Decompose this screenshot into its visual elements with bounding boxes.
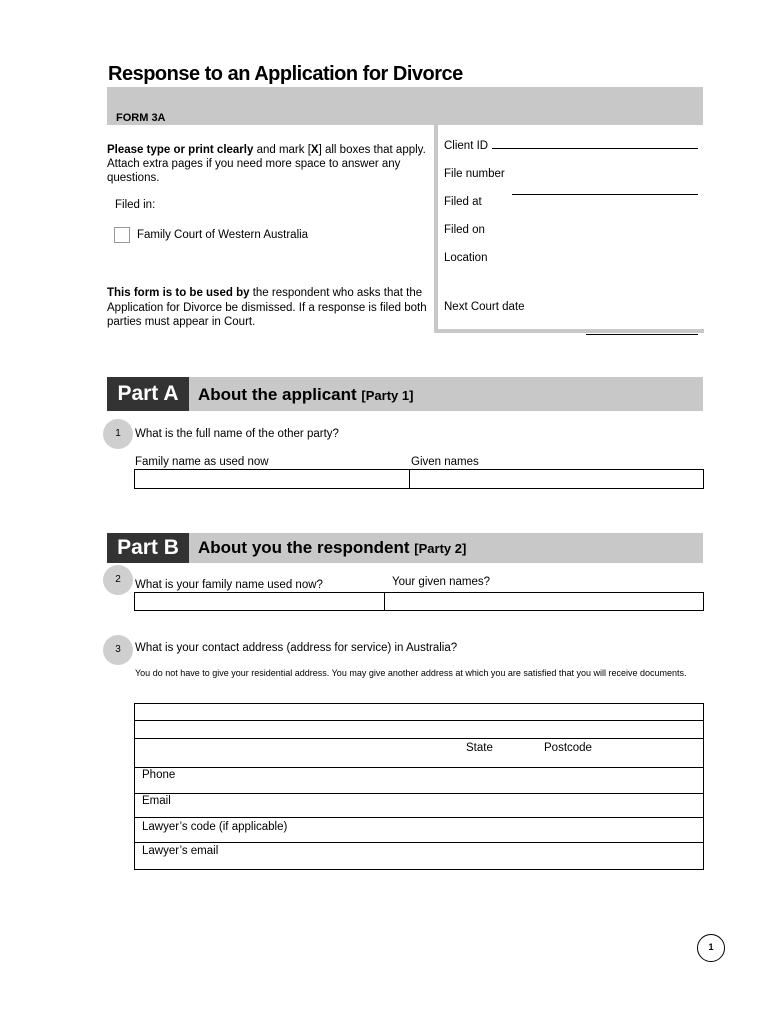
respondent-family-name-input[interactable] — [135, 593, 384, 610]
lawyer-code-label: Lawyer’s code (if applicable) — [142, 821, 288, 833]
family-name-label: Family name as used now — [135, 456, 269, 468]
page-title: Response to an Application for Divorce — [108, 63, 463, 85]
instructions-bold: Please type or print clearly — [107, 144, 254, 156]
question-2-text: What is your family name used now? — [135, 579, 323, 591]
usage-text: the respondent who asks that the Application for Divorce be dismissed. If a response is filed both parties must appear in Court. — [107, 287, 427, 328]
part-a-title-text: About the applicant — [198, 385, 357, 404]
filed-on-label: Filed on — [444, 224, 485, 236]
instructions-mark: X — [310, 144, 319, 156]
filed-in-label: Filed in: — [115, 199, 156, 211]
question-2-number: 2 — [103, 565, 133, 595]
instructions — [107, 143, 437, 185]
lawyer-email-input[interactable] — [240, 843, 703, 869]
client-id-line — [492, 148, 698, 149]
part-b-party: [Party 2] — [414, 541, 467, 556]
phone-label: Phone — [142, 769, 176, 781]
lawyer-code-input[interactable] — [310, 818, 703, 842]
applicant-given-names-input[interactable] — [410, 470, 703, 488]
page-number: 1 — [697, 934, 725, 962]
file-number-label: File number — [444, 168, 505, 180]
question-3-text: What is your contact address (address for service) in Australia? — [135, 642, 458, 654]
next-court-date-line — [586, 334, 698, 335]
address-line-1-input[interactable] — [135, 704, 703, 720]
email-label: Email — [142, 795, 171, 807]
phone-input[interactable] — [200, 768, 703, 793]
file-number-line — [512, 194, 698, 195]
family-court-checkbox[interactable] — [114, 227, 130, 243]
question-3-note: You do not have to give your residential address. You may give another address at which you are satisfied that you will receive documents. — [135, 668, 687, 678]
form-number: FORM 3A — [116, 112, 166, 124]
state-label: State — [466, 742, 493, 754]
address-line-2-input[interactable] — [135, 721, 703, 738]
question-1-text: What is the full name of the other party? — [135, 428, 339, 440]
part-a-party: [Party 1] — [361, 388, 414, 403]
instructions-text: and mark [ — [253, 144, 311, 156]
question-1-number: 1 — [103, 419, 133, 449]
email-input[interactable] — [200, 794, 703, 817]
location-label: Location — [444, 252, 488, 264]
instructions-text-2: ] all boxes that apply. Attach extra pages if you need more space to answer any questions. — [107, 144, 426, 184]
given-names-label: Given names — [411, 456, 479, 468]
form-header-band — [107, 87, 703, 125]
lawyer-email-label: Lawyer’s email — [142, 845, 219, 857]
filed-at-label: Filed at — [444, 196, 482, 208]
respondent-given-names-input[interactable] — [385, 593, 703, 610]
part-a-title — [198, 385, 413, 405]
part-a-tag: Part A — [107, 377, 189, 411]
usage-note — [107, 286, 427, 330]
given-names-question: Your given names? — [392, 576, 491, 588]
part-b-title-text: About you the respondent — [198, 538, 410, 557]
usage-bold: This form is to be used by — [107, 287, 250, 299]
part-b-tag: Part B — [107, 533, 189, 563]
family-court-label: Family Court of Western Australia — [137, 229, 309, 241]
next-court-date-label: Next Court date — [444, 301, 525, 313]
address-line-3-input[interactable] — [135, 739, 703, 767]
postcode-label: Postcode — [544, 742, 592, 754]
client-id-label: Client ID — [444, 140, 489, 152]
question-3-number: 3 — [103, 635, 133, 665]
part-b-title — [198, 538, 466, 558]
applicant-family-name-input[interactable] — [135, 470, 409, 488]
